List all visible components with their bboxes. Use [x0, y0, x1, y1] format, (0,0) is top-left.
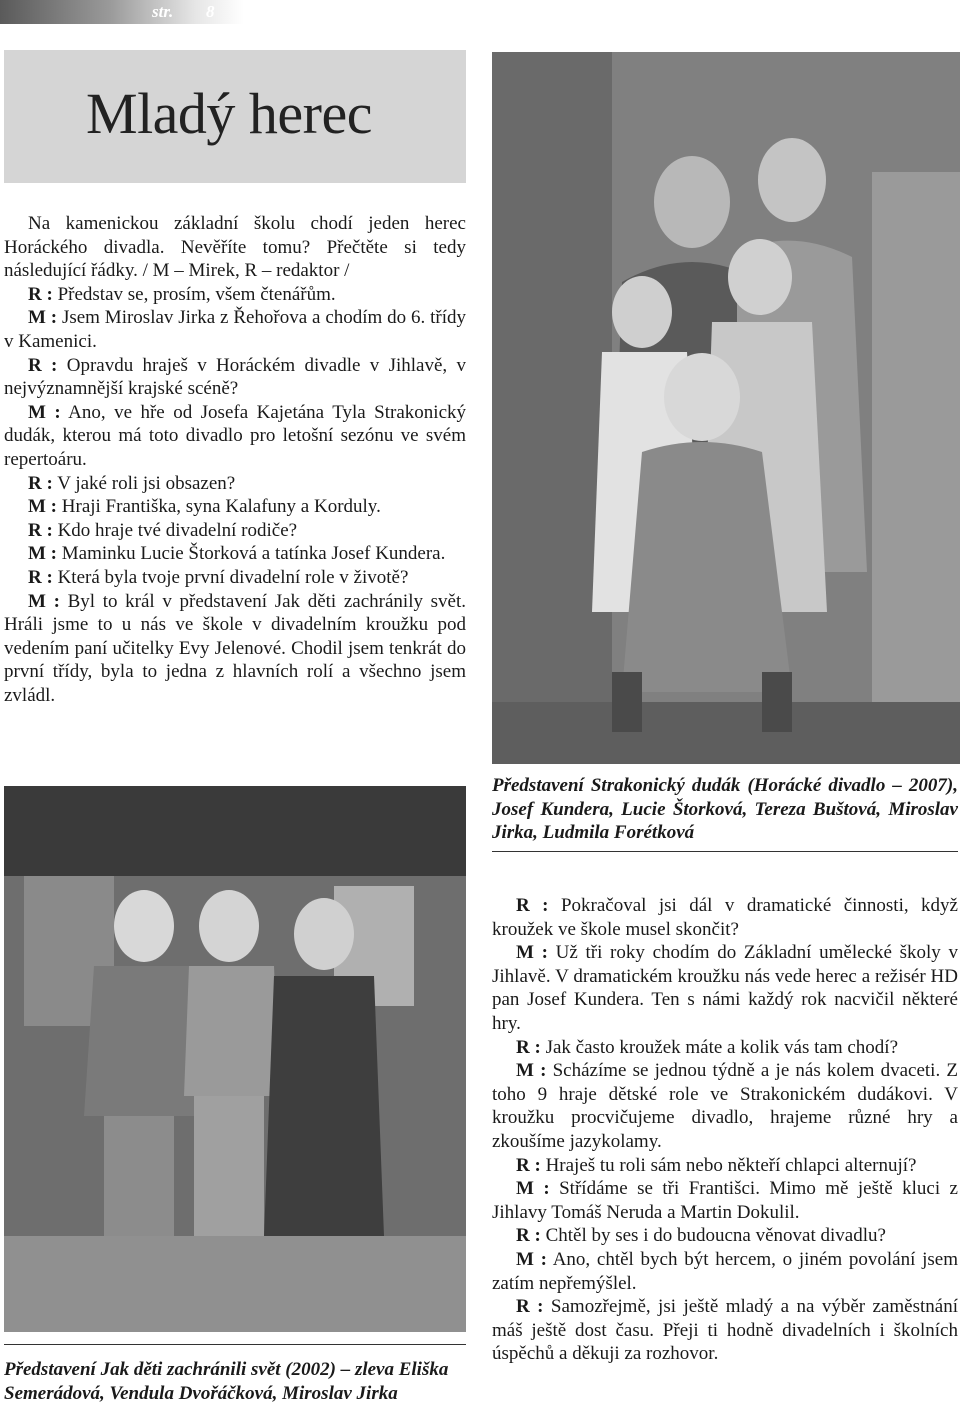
- speaker-label: R :: [28, 354, 58, 376]
- interview-text: V jaké roli jsi obsazen?: [52, 472, 236, 494]
- intro-paragraph: Na kamenickou základní školu chodí jeden herec Horáckého divadla. Nevěříte tomu? Přečtěte si tedy následující řádky. / M – Mirek, R – redaktor /: [4, 213, 466, 282]
- interview-text: Jak často kroužek máte a kolik vás tam chodí?: [540, 1036, 898, 1058]
- speaker-label: R :: [516, 1036, 541, 1058]
- interview-paragraph: [492, 1248, 958, 1295]
- speaker-label: R :: [516, 1225, 541, 1247]
- page-label: str.: [152, 2, 174, 21]
- speaker-label: M :: [28, 401, 61, 423]
- interview-text: Kdo hraje tvé divadelní rodiče?: [52, 519, 298, 541]
- interview-text: Pokračoval jsi dál v dramatické činnosti, když kroužek ve škole musel skončit?: [492, 895, 958, 940]
- photo-strakonicky-dudak: [492, 52, 960, 764]
- speaker-label: R :: [28, 283, 53, 305]
- interview-paragraph: [492, 1059, 958, 1153]
- interview-text: Maminku Lucie Štorková a tatínka Josef Kundera.: [57, 543, 446, 565]
- speaker-label: M :: [516, 1248, 547, 1270]
- speaker-label: M :: [28, 307, 58, 329]
- interview-paragraph: [492, 941, 958, 1035]
- page-number: 8: [206, 2, 215, 21]
- interview-paragraph: [4, 472, 466, 496]
- interview-text: Jsem Miroslav Jirka z Řehořova a chodím do 6. třídy v Kamenici.: [4, 307, 466, 352]
- interview-text: Opravdu hraješ v Horáckém divadle v Jihlavě, v nejvýznamnější krajské scéně?: [4, 354, 466, 400]
- interview-paragraph: [492, 1295, 958, 1366]
- interview-paragraph: [492, 1154, 958, 1178]
- interview-paragraph: [4, 590, 466, 708]
- article-title: Mladý herec: [86, 81, 372, 146]
- interview-text: Představ se, prosím, všem čtenářům.: [52, 283, 336, 305]
- speaker-label: M :: [28, 543, 58, 565]
- article-right-column: [492, 894, 958, 1366]
- interview-text: Střídáme se tři Františci. Mimo mě ještě kluci z Jihlavy Tomáš Neruda a Martin Dokulil.: [492, 1178, 958, 1223]
- photo-image-2: [4, 786, 466, 1332]
- interview-text: Byl to král v představení Jak děti zachránily svět. Hráli jsme to u nás ve škole v divadelním kroužku pod vedením paní učitelky Evy Jelenové. Chodil jsem tenkrát do první třídy, byla to jedna z hlavních rolí a všechno jsem zvládl.: [4, 590, 466, 706]
- interview-paragraph: [4, 519, 466, 543]
- caption2-rule: [4, 1344, 466, 1345]
- speaker-label: R :: [28, 472, 53, 494]
- speaker-label: M :: [516, 942, 548, 964]
- interview-paragraph: [4, 566, 466, 590]
- speaker-label: M :: [516, 1178, 550, 1200]
- photo-jak-deti-zachranili-svet: [4, 786, 466, 1332]
- interview-right: [492, 894, 958, 1366]
- speaker-label: R :: [28, 519, 53, 541]
- speaker-label: R :: [516, 1154, 541, 1176]
- interview-text: Hraji Františka, syna Kalafuny a Korduly.: [57, 496, 381, 518]
- speaker-label: M :: [28, 496, 58, 518]
- speaker-label: R :: [516, 1296, 544, 1318]
- interview-text: Samozřejmě, jsi ještě mladý a na výběr zaměstnání máš ještě dost času. Přeji ti hodně divadelních i školních úspěchů a děkuji za rozhovor.: [492, 1296, 958, 1365]
- interview-paragraph: [4, 401, 466, 472]
- interview-text: Hraješ tu roli sám nebo někteří chlapci alternují?: [540, 1154, 917, 1176]
- caption-photo1: Představení Strakonický dudák (Horácké divadlo – 2007), Josef Kundera, Lucie Štorková, Tereza Buštová, Miroslav Jirka, Ludmila Forétková: [492, 775, 958, 843]
- interview-paragraph: [4, 542, 466, 566]
- interview-text: Už tři roky chodím do Základní umělecké školy v Jihlavě. V dramatickém kroužku nás vede herec a režisér HD pan Josef Kundera. Ten s námi každý rok nacvičil některé hry.: [492, 942, 958, 1034]
- interview-text: Ano, chtěl bych být hercem, o jiném povolání jsem zatím nepřemýšlel.: [492, 1248, 958, 1294]
- interview-paragraph: [4, 283, 466, 307]
- interview-paragraph: [492, 1224, 958, 1248]
- interview-paragraph: [492, 1036, 958, 1060]
- article-left-column: [4, 212, 466, 707]
- interview-text: Scházíme se jednou týdně a je nás kolem dvaceti. Z toho 9 hraje dětské role ve Strakonickém dudákovi. V kroužku procvičujeme divadlo, hrajeme různé hry a zkoušíme jazykolamy.: [492, 1060, 958, 1152]
- interview-left: [4, 283, 466, 708]
- speaker-label: M :: [28, 590, 60, 612]
- interview-paragraph: [492, 1177, 958, 1224]
- page-header-bar: [0, 0, 244, 24]
- interview-text: Ano, ve hře od Josefa Kajetána Tyla Strakonický dudák, kterou má toto divadlo pro letošní sezónu ve svém repertoáru.: [4, 401, 467, 470]
- title-box: [4, 50, 466, 183]
- interview-text: Která byla tvoje první divadelní role v životě?: [52, 566, 409, 588]
- interview-text: Chtěl by ses i do budoucna věnovat divadlu?: [540, 1225, 886, 1247]
- interview-paragraph: [4, 354, 466, 401]
- interview-paragraph: [4, 306, 466, 353]
- speaker-label: M :: [516, 1060, 547, 1082]
- speaker-label: R :: [516, 895, 549, 916]
- interview-paragraph: [492, 894, 958, 941]
- photo-image: [492, 52, 960, 764]
- interview-paragraph: [4, 495, 466, 519]
- speaker-label: R :: [28, 566, 53, 588]
- caption-photo2: Představení Jak děti zachránili svět (2002) – zleva Eliška Semerádová, Vendula Dvořáčková, Miroslav Jirka: [4, 1359, 449, 1404]
- caption1-rule: [492, 851, 958, 852]
